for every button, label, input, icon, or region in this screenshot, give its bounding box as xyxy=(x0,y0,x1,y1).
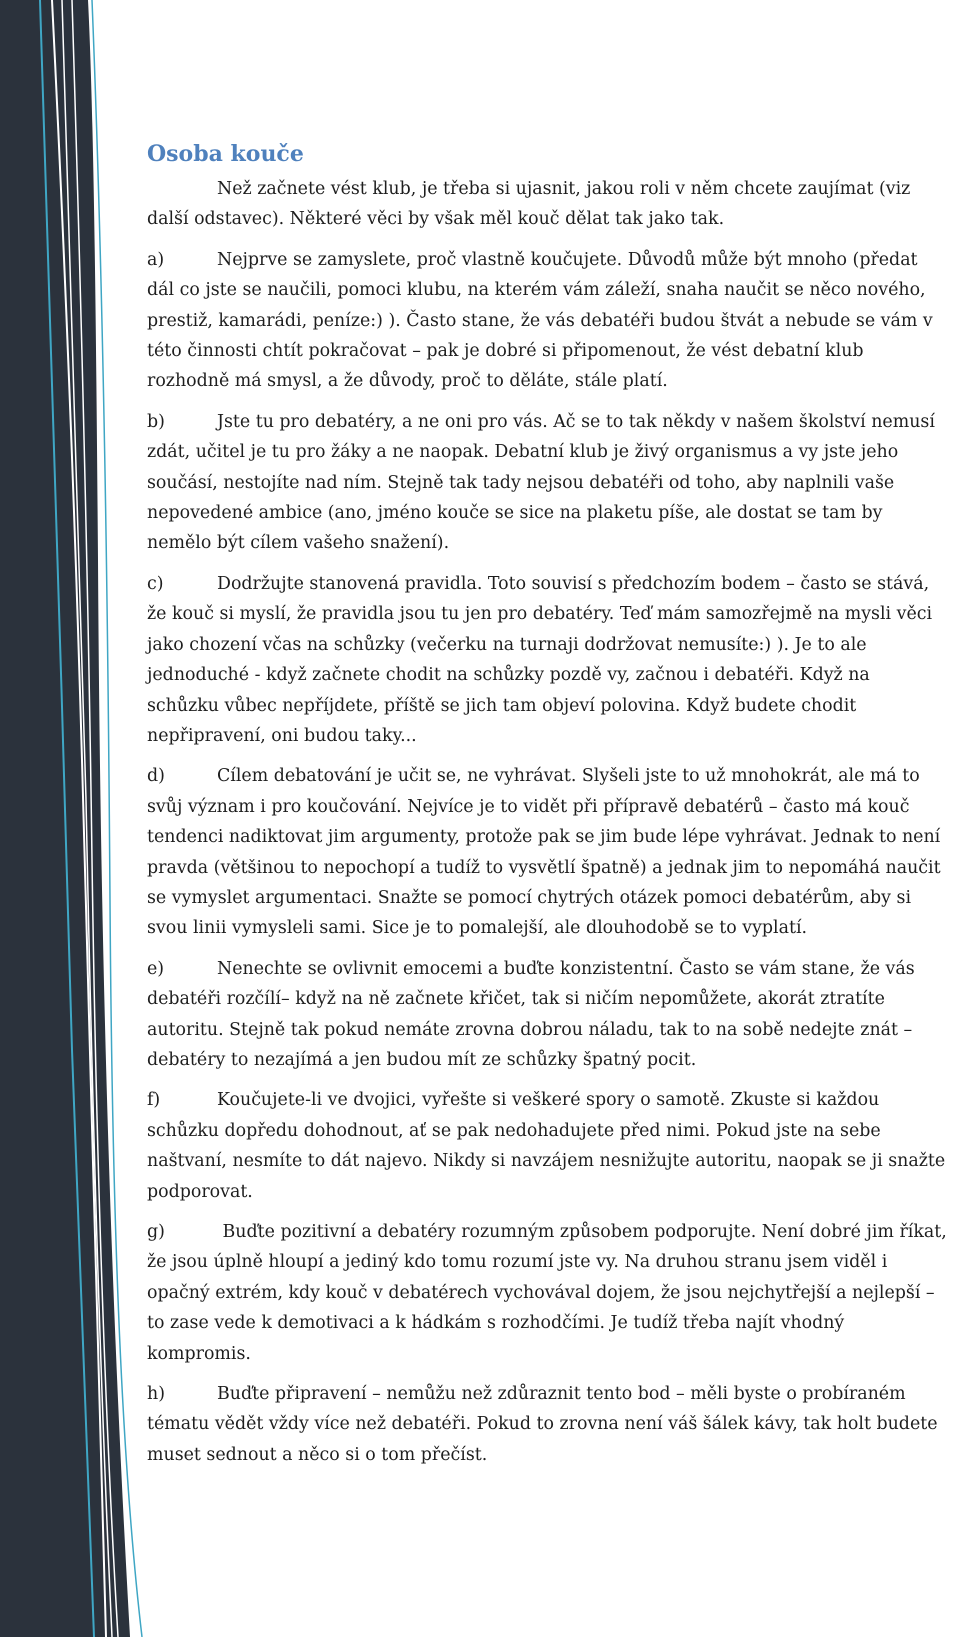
item-letter: g) xyxy=(147,1222,165,1242)
item-text: Buďte připravení – nemůžu než zdůraznit tento bod – měli byste o probíraném tématu vědět vždy více než debatéři. Pokud to zrovna není váš šálek kávy, tak holt budete muset sednout a něco si o tom přečíst. xyxy=(147,1384,938,1465)
list-item-d xyxy=(147,761,947,943)
item-letter: b) xyxy=(147,411,165,432)
list-item-b xyxy=(147,407,947,559)
item-letter: f) xyxy=(147,1090,161,1111)
item-letter: c) xyxy=(147,573,164,594)
item-text: Koučujete-li ve dvojici, vyřešte si veškeré spory o samotě. Zkuste si každou schůzku dopředu dohodnout, ať se pak nedohadujete před nimi. Pokud jste na sebe naštvaní, nesmíte to dát najevo. Nikdy si navzájem nesnižujte autoritu, naopak se ji snažte podporovat. xyxy=(147,1090,946,1202)
list-item-f xyxy=(147,1085,947,1207)
intro-paragraph: Než začnete vést klub, je třeba si ujasnit, jakou roli v něm chcete zaujímat (viz další odstavec). Některé věci by však měl kouč dělat tak jako tak. xyxy=(147,179,911,230)
list-item-a xyxy=(147,245,947,397)
document-body xyxy=(147,136,947,1480)
item-letter: e) xyxy=(147,958,165,979)
list-item-c xyxy=(147,569,947,751)
item-letter: a) xyxy=(147,249,165,270)
item-text: Dodržujte stanovená pravidla. Toto souvisí s předchozím bodem – často se stává, že kouč si myslí, že pravidla jsou tu jen pro debatéry. Teď mám samozřejmě na mysli věci jako chození včas na schůzky (večerku na turnaji dodržovat nemusíte:) ). Je to ale jednoduché - když začnete chodit na schůzky pozdě vy, začnou i debatéři. Když na schůzku vůbec nepříjdete, příště se jich tam objeví polovina. Když budete chodit nepřipravení, oni budou taky... xyxy=(147,573,933,746)
item-text: Buďte pozitivní a debatéry rozumným způsobem podporujte. Není dobré jim říkat, že jsou úplně hloupí a jediný kdo tomu rozumí jste vy. Na druhou stranu jsem viděl i opačný extrém, kdy kouč v debatérech vychovával dojem, že jsou nejchytřejší a nejlepší – to zase vede k demotivaci a k hádkám s rozhodčími. Je tudíž třeba najít vhodný kompromis. xyxy=(147,1222,947,1364)
item-text: Jste tu pro debatéry, a ne oni pro vás. Ač se to tak někdy v našem školství nemusí zdát, učitel je tu pro žáky a ne naopak. Debatní klub je živý organismus a vy jste jeho součásí, nestojíte nad ním. Stejně tak tady nejsou debatéři od toho, aby naplnili vaše nepovedené ambice (ano, jméno kouče se sice na plaketu píše, ale dostat se tam by nemělo být cílem vašeho snažení). xyxy=(147,411,935,554)
list-item-e xyxy=(147,954,947,1076)
item-letter: h) xyxy=(147,1384,165,1405)
item-text: Cílem debatování je učit se, ne vyhrávat. Slyšeli jste to už mnohokrát, ale má to svůj význam i pro koučování. Nejvíce je to vidět při přípravě debatérů – často má kouč tendenci nadiktovat jim argumenty, protože pak se jim bude lépe vyhrávat. Jednak to není pravda (většinou to nepochopí a tudíž to vysvětlí špatně) a jednak jim to nepomáhá naučit se vymyslet argumentaci. Snažte se pomocí chytrých otázek pomoci debatérům, aby si svou linii vymysleli sami. Sice je to pomalejší, ale dlouhodobě se to vyplatí. xyxy=(147,766,941,939)
item-letter: d) xyxy=(147,766,165,787)
item-text: Nejprve se zamyslete, proč vlastně koučujete. Důvodů může být mnoho (předat dál co jste se naučili, pomoci klubu, na kterém vám záleží, snaha naučit se něco nového, prestiž, kamarádi, peníze:) ). Často stane, že vás debatéři budou štvát a nebude se vám v této činnosti chtít pokračovat – pak je dobré si připomenout, že vést debatní klub rozhodně má smysl, a že důvody, proč to děláte, stále platí. xyxy=(147,249,933,392)
list-item-h xyxy=(147,1379,947,1470)
section-heading: Osoba kouče xyxy=(147,141,304,167)
item-text: Nenechte se ovlivnit emocemi a buďte konzistentní. Často se vám stane, že vás debatéři rozčílí– když na ně začnete křičet, tak si ničím nepomůžete, akorát ztratíte autoritu. Stejně tak pokud nemáte zrovna dobrou náladu, tak to na sobě nedejte znát – debatéry to nezajímá a jen budou mít ze schůzky špatný pocit. xyxy=(147,958,915,1070)
list-item-g xyxy=(147,1217,947,1369)
